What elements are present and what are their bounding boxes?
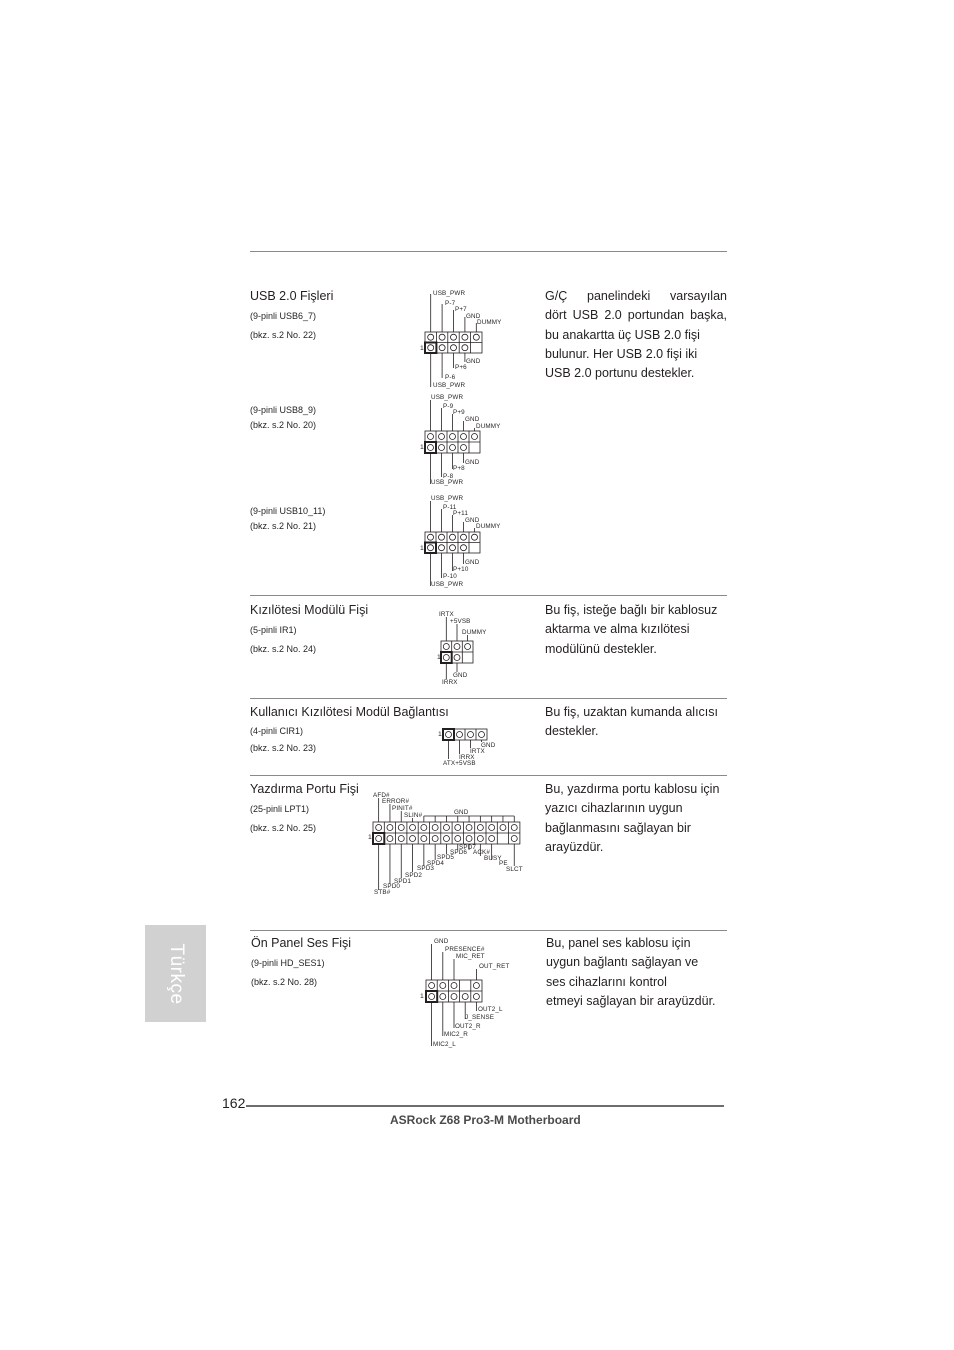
hd-audio-header-diagram [420,935,520,1051]
section-title: Kullanıcı Kızılötesi Modül Bağlantısı [250,705,449,719]
pin-label: P-7 [445,300,456,307]
section-title: Ön Panel Ses Fişi [251,936,352,950]
pin-label: GND [466,313,481,320]
pin-label: P+10 [453,566,469,573]
section-divider [250,930,727,931]
pin-label: ATX+5VSB [443,760,476,767]
pin-label: IRRX [442,679,458,686]
language-tab [145,925,206,1022]
pin-one-marker: 1 [420,444,424,451]
pin-one-marker: 1 [420,545,424,552]
pin-label: GND [454,809,469,816]
pin-label: MIC2_R [444,1031,468,1038]
description-line: destekler. [545,724,599,739]
description-line: etmeyi sağlayan bir arayüzdür. [546,993,716,1008]
section-description [545,601,727,659]
section-description [545,780,727,857]
description-line: G/Ç panelindeki varsayılan [545,289,727,303]
pin-label: DUMMY [462,629,487,636]
pin-one-marker: 1 [437,654,441,661]
header-name: (25-pinli LPT1) [250,804,310,814]
pin-label: P-6 [445,374,456,381]
pin-label: BUSY [484,855,502,862]
section-description [545,287,727,383]
description-line: arayüzdür. [545,839,604,854]
cir-header-diagram [436,726,516,770]
description-line: Bu fiş, uzaktan kumanda alıcısı [545,705,719,719]
lpt-header-diagram [366,786,526,898]
description-line: Bu, yazdırma portu kablosu için [545,782,720,796]
description-line: ses cihazlarını kontrol [546,974,667,989]
pin-label: USB_PWR [431,394,464,401]
pin-label: IRTX [470,748,485,755]
pin-label: SLIN# [404,812,423,819]
pin-label: ACK# [473,849,491,856]
pin-label: J_SENSE [465,1014,495,1021]
pin-label: SPD3 [417,865,435,872]
pin-label: +5VSB [450,618,471,625]
pin-label: USB_PWR [433,382,466,389]
pin-label: GND [453,672,468,679]
header-name: (9-pinli HD_SES1) [251,958,325,968]
description-line: bulunur. Her USB 2.0 fişi iki [545,346,698,361]
pin-label: SPD2 [405,872,423,879]
pin-label: OUT_RET [479,963,510,970]
pin-label: P-11 [443,504,457,511]
header-ref: (bkz. s.2 No. 24) [250,644,317,654]
header-name: (9-pinli USB10_11) [250,506,326,516]
section-title: Kızılötesi Modülü Fişi [250,603,369,617]
pin-one-marker: 1 [438,731,442,738]
pin-label: DUMMY [477,319,502,326]
pin-label: SPD5 [437,854,455,861]
section-divider [250,698,727,699]
header-ref: (bkz. s.2 No. 22) [250,330,317,340]
header-ref: (bkz. s.2 No. 28) [251,977,318,987]
ir-header-diagram [436,608,506,688]
pin-label: GND [465,517,480,524]
section-description [546,934,728,1011]
pin-label: MIC_RET [456,953,485,960]
language-tab-label: Türkçe [165,942,187,1005]
usb-header-diagram [420,287,510,393]
pin-label: MIC2_L [433,1041,456,1048]
pin-label: USB_PWR [431,495,464,502]
pin-label: STB# [374,889,391,896]
pin-label: SPD6 [450,849,468,856]
pin-label: P+9 [453,409,465,416]
pin-label: SPD1 [394,878,412,885]
usb-header-diagram [420,492,510,592]
pin-label: SPD0 [383,883,401,890]
description-line: bu anakartta üç USB 2.0 fişi [545,327,700,342]
header-name: (9-pinli USB8_9) [250,405,317,415]
pin-label: PINIT# [392,805,413,812]
page-number: 162 [222,1095,246,1111]
pin-label: USB_PWR [433,290,466,297]
pin-label: P+11 [453,510,469,517]
pin-label: SLCT [506,866,523,873]
pin-one-marker: 1 [420,345,424,352]
pin-label: DUMMY [476,523,501,530]
pin-label: USB_PWR [431,581,464,588]
usb-header-diagram [420,391,510,493]
pin-label: P+6 [455,364,467,371]
description-line: Bu, panel ses kablosu için [546,936,691,950]
footer-rule [246,1105,724,1107]
pin-label: GND [465,559,480,566]
pin-label: P-10 [443,573,457,580]
pin-label: P+8 [453,465,465,472]
description-line: Bu fiş, isteğe bağlı bir kablosuz [545,603,718,617]
top-rule [250,251,727,252]
pin-label: USB_PWR [431,479,464,486]
header-ref: (bkz. s.2 No. 23) [250,743,317,753]
pin-label: P-8 [443,473,454,480]
footer-title: ASRock Z68 Pro3-M Motherboard [390,1113,581,1127]
pin-label: PE [499,860,508,867]
pin-label: GND [466,358,481,365]
pin-label: IRTX [439,611,454,618]
pin-label: SPD4 [427,860,445,867]
header-name: (9-pinli USB6_7) [250,311,317,321]
pin-rows [441,617,473,679]
description-line: aktarma ve alma kızılötesi [545,622,690,637]
header-ref: (bkz. s.2 No. 21) [250,521,317,531]
pin-label: OUT2_R [455,1023,481,1030]
section-title: Yazdırma Portu Fişi [250,782,359,796]
description-line: uygun bağlantı sağlayan ve [546,955,699,970]
pin-label: PRESENCE# [445,946,485,953]
description-line: yazıcı cihazlarının uygun [545,801,683,816]
section-divider [250,775,727,776]
pin-label: GND [465,416,480,423]
section-title: USB 2.0 Fişleri [250,289,334,303]
pin-one-marker: 1 [368,834,372,841]
description-line: modülünü destekler. [545,641,657,656]
pin-label: IRRX [459,754,475,761]
pin-label: AFD# [373,792,390,799]
pin-label: P+7 [455,306,467,313]
section-divider [250,595,727,596]
description-line: bağlanmasını sağlayan bir [545,820,691,835]
header-ref: (bkz. s.2 No. 20) [250,420,317,430]
pin-label: GND [434,938,449,945]
description-line: USB 2.0 portunu destekler. [545,366,695,381]
header-ref: (bkz. s.2 No. 25) [250,823,317,833]
header-name: (5-pinli IR1) [250,625,297,635]
pin-one-marker: 1 [420,993,424,1000]
header-name: (4-pinli CIR1) [250,726,304,736]
description-line: dört USB 2.0 portundan başka, [545,308,727,323]
pin-label: SPD7 [459,844,477,851]
section-description [545,703,727,742]
pin-label: OUT2_L [478,1006,503,1013]
pin-label: GND [481,742,496,749]
pin-label: P-9 [443,403,454,410]
pin-label: ERROR# [382,798,410,805]
pin-label: DUMMY [476,423,501,430]
pin-label: GND [465,459,480,466]
